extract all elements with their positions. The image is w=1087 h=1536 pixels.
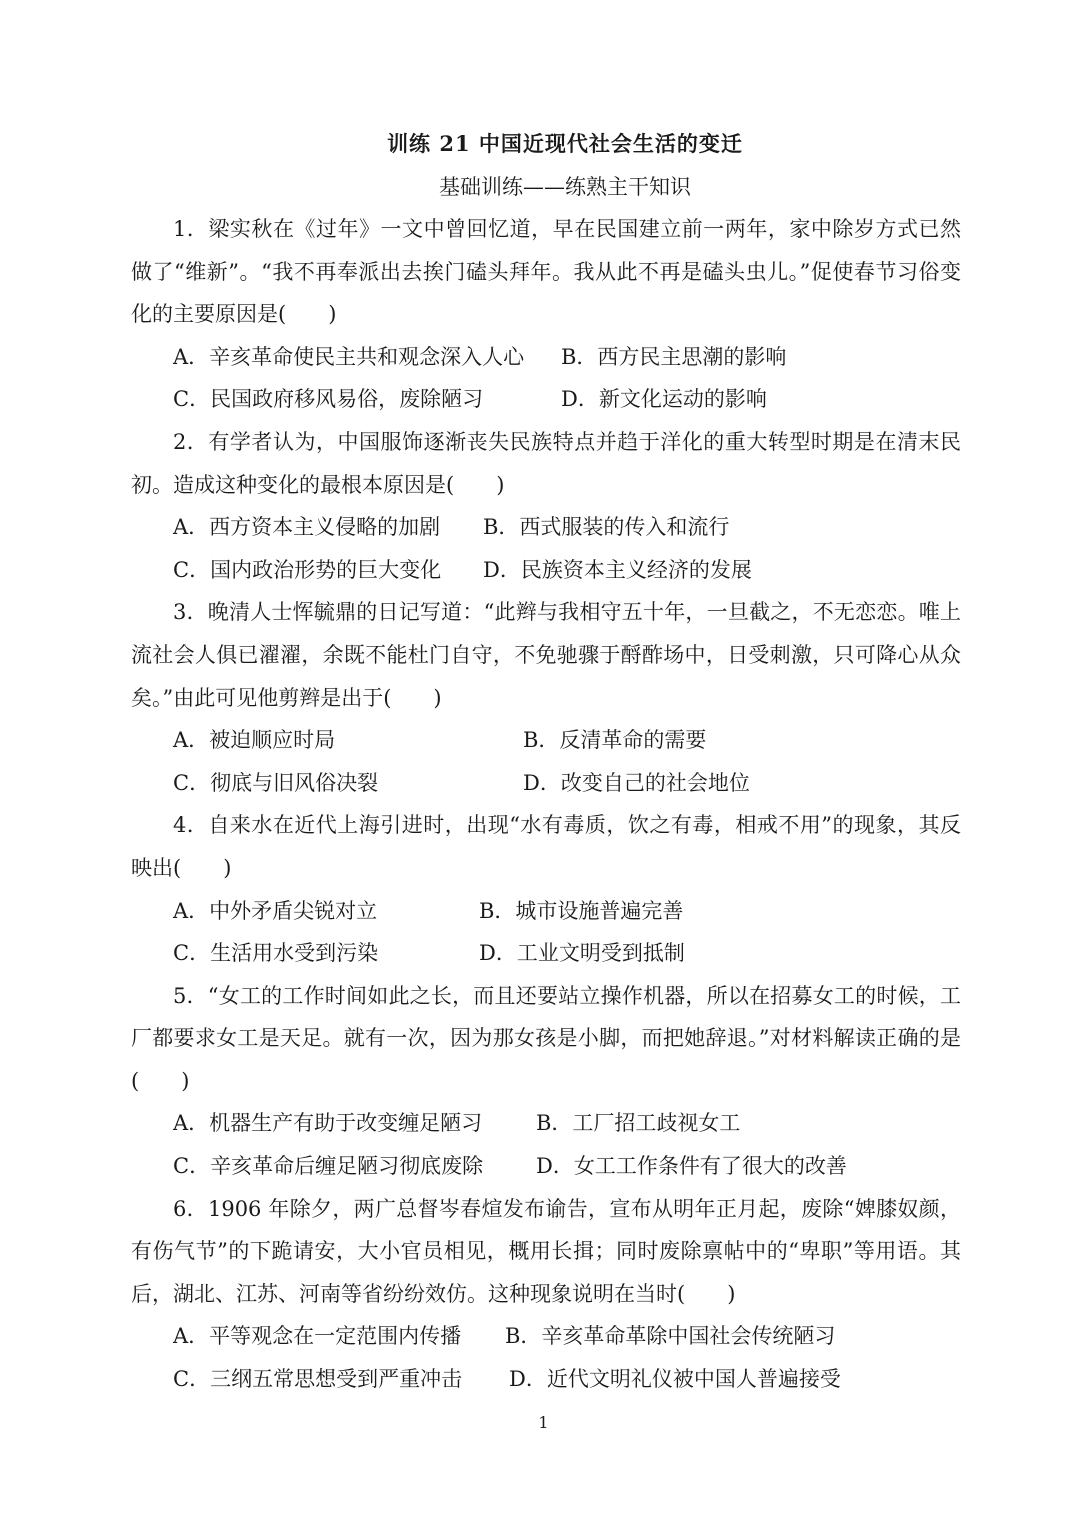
answer-options [131,890,961,975]
option-a: A．机器生产有助于改变缠足陋习 [173,1111,483,1136]
question-5 [131,975,961,1188]
question-stem: 5．“女工的工作时间如此之长，而且还要站立操作机器，所以在招募女工的时候，工厂都要求女工是天足。就有一次，因为那女孩是小脚，而把她辞退。”对材料解读正确的是( ) [131,983,961,1093]
option-a: A．平等观念在一定范围内传播 [173,1324,462,1349]
option-a: A．西方资本主义侵略的加剧 [173,515,441,540]
option-c: C．辛亥革命后缠足陋习彻底废除 [173,1154,484,1179]
question-stem: 1．梁实秋在《过年》一文中曾回忆道，早在民国建立前一两年，家中除岁方式已然做了“维新”。“我不再奉派出去挨门磕头拜年。我从此不再是磕头虫儿。”促使春节习俗变化的主要原因是( ) [131,217,961,327]
option-a: A．辛亥革命使民主共和观念深入人心 [173,344,525,369]
option-d: D．新文化运动的影响 [561,387,767,412]
section-subtitle: 基础训练——练熟主干知识 [439,175,691,199]
question-6 [131,1188,961,1401]
option-c: C．生活用水受到污染 [173,941,379,966]
option-a: A．中外矛盾尖锐对立 [173,898,378,923]
question-4 [131,804,961,974]
question-stem: 2．有学者认为，中国服饰逐渐丧失民族特点并趋于洋化的重大转型时期是在清末民初。造成这种变化的最根本原因是( ) [131,429,961,497]
option-b: B．城市设施普遍完善 [479,898,684,923]
question-3 [131,591,961,804]
question-1 [131,208,961,421]
option-c: C．国内政治形势的巨大变化 [173,557,442,582]
question-stem: 6．1906 年除夕，两广总督岑春煊发布谕告，宣布从明年正月起，废除“婢膝奴颜，有伤气节”的下跪请安，大小官员相见，概用长揖；同时废除禀帖中的“卑职”等用语。其后，湖北、江苏、河南等省纷纷效仿。这种现象说明在当时( ) [131,1196,961,1306]
option-c: C．三纲五常思想受到严重冲击 [173,1367,463,1392]
answer-options [131,1315,961,1400]
option-d: D．改变自己的社会地位 [523,770,750,795]
option-b: B．反清革命的需要 [523,728,707,753]
option-d: D．工业文明受到抵制 [479,941,685,966]
page-number: 1 [538,1413,549,1432]
answer-options [131,336,961,421]
question-list [131,208,961,1401]
answer-options [131,719,961,804]
option-c: C．彻底与旧风俗决裂 [173,770,379,795]
question-stem: 4．自来水在近代上海引进时，出现“水有毒质，饮之有毒，相戒不用”的现象，其反映出( ) [131,813,961,880]
option-c: C．民国政府移风易俗，废除陋习 [173,387,484,412]
document-title: 训练 21 中国近现代社会生活的变迁 [387,131,743,156]
option-d: D．近代文明礼仪被中国人普遍接受 [509,1367,841,1392]
option-a: A．被迫顺应时局 [173,728,336,753]
question-stem: 3．晚清人士恽毓鼎的日记写道：“此辫与我相守五十年，一旦截之，不无恋恋。唯上流社会人俱已濯濯，余既不能杜门自守，不免驰骤于酹酢场中，日受刺激，只可降心从众矣。”由此可见他剪辫是出于( ) [131,600,961,710]
option-d: D．民族资本主义经济的发展 [483,557,752,582]
question-2 [131,421,961,591]
answer-options [131,1102,961,1187]
option-b: B．辛亥革命革除中国社会传统陋习 [505,1324,836,1349]
option-d: D．女工工作条件有了很大的改善 [536,1154,847,1179]
option-b: B．西方民主思潮的影响 [561,344,787,369]
option-b: B．西式服装的传入和流行 [483,515,730,540]
option-b: B．工厂招工歧视女工 [536,1111,741,1136]
answer-options [131,506,961,591]
